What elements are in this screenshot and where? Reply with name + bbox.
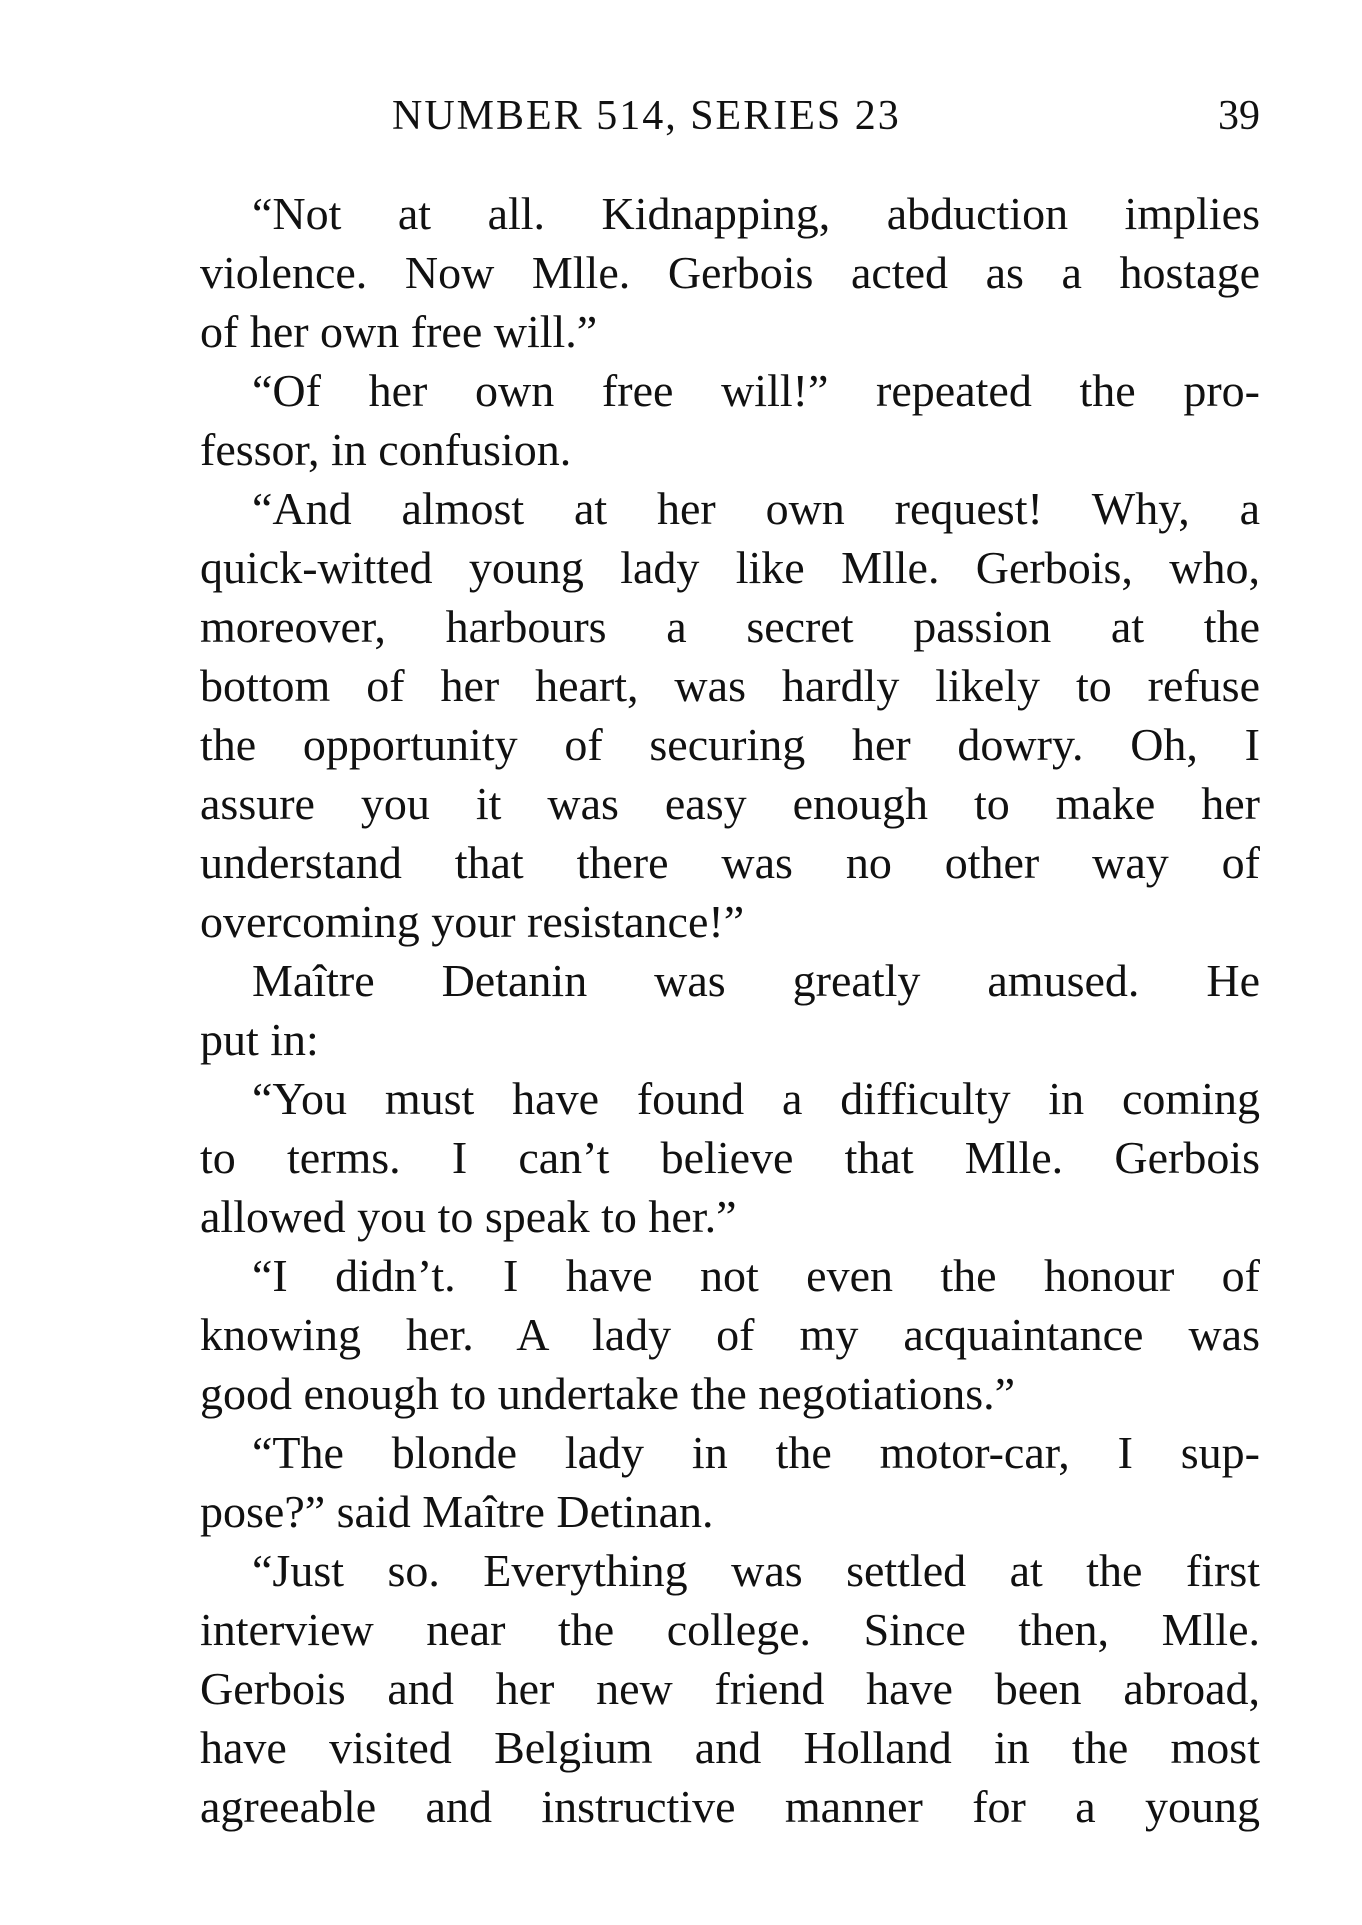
text-line: “The blonde lady in the motor-car, I sup-	[252, 1427, 1260, 1478]
text-line: agreeable and instructive manner for a young	[200, 1781, 1260, 1832]
text-line: bottom of her heart, was hardly likely to refuse	[200, 660, 1260, 711]
text-line: “Not at all. Kidnapping, abduction implies	[252, 188, 1260, 239]
text-line: Maître Detanin was greatly amused. He	[252, 955, 1260, 1006]
body-text	[200, 184, 1260, 1836]
text-line: Gerbois and her new friend have been abroad,	[200, 1663, 1260, 1714]
text-line: put in:	[200, 1014, 319, 1065]
text-line: understand that there was no other way of	[200, 837, 1260, 888]
text-line: pose?” said Maître Detinan.	[200, 1486, 714, 1537]
text-line: interview near the college. Since then, Mlle.	[200, 1604, 1260, 1655]
text-line: allowed you to speak to her.”	[200, 1191, 737, 1242]
running-head	[200, 88, 1260, 144]
text-line: fessor, in confusion.	[200, 424, 572, 475]
text-line: assure you it was easy enough to make her	[200, 778, 1260, 829]
text-line: “And almost at her own request! Why, a	[252, 483, 1260, 534]
text-line: “I didn’t. I have not even the honour of	[252, 1250, 1260, 1301]
text-line: quick-witted young lady like Mlle. Gerbois, who,	[200, 542, 1260, 593]
text-line: of her own free will.”	[200, 306, 598, 357]
text-line: overcoming your resistance!”	[200, 896, 745, 947]
text-line: “Just so. Everything was settled at the first	[252, 1545, 1260, 1596]
page-number: 39	[1218, 93, 1260, 139]
running-title: NUMBER 514, SERIES 23	[392, 93, 901, 139]
text-line: have visited Belgium and Holland in the most	[200, 1722, 1260, 1773]
text-line: “You must have found a difficulty in coming	[252, 1073, 1260, 1124]
text-line: knowing her. A lady of my acquaintance was	[200, 1309, 1260, 1360]
text-line: the opportunity of securing her dowry. Oh, I	[200, 719, 1260, 770]
text-line: violence. Now Mlle. Gerbois acted as a hostage	[200, 247, 1260, 298]
text-line: “Of her own free will!” repeated the pro-	[252, 365, 1260, 416]
text-line: moreover, harbours a secret passion at the	[200, 601, 1260, 652]
text-line: to terms. I can’t believe that Mlle. Gerbois	[200, 1132, 1260, 1183]
text-line: good enough to undertake the negotiations.”	[200, 1368, 1016, 1419]
